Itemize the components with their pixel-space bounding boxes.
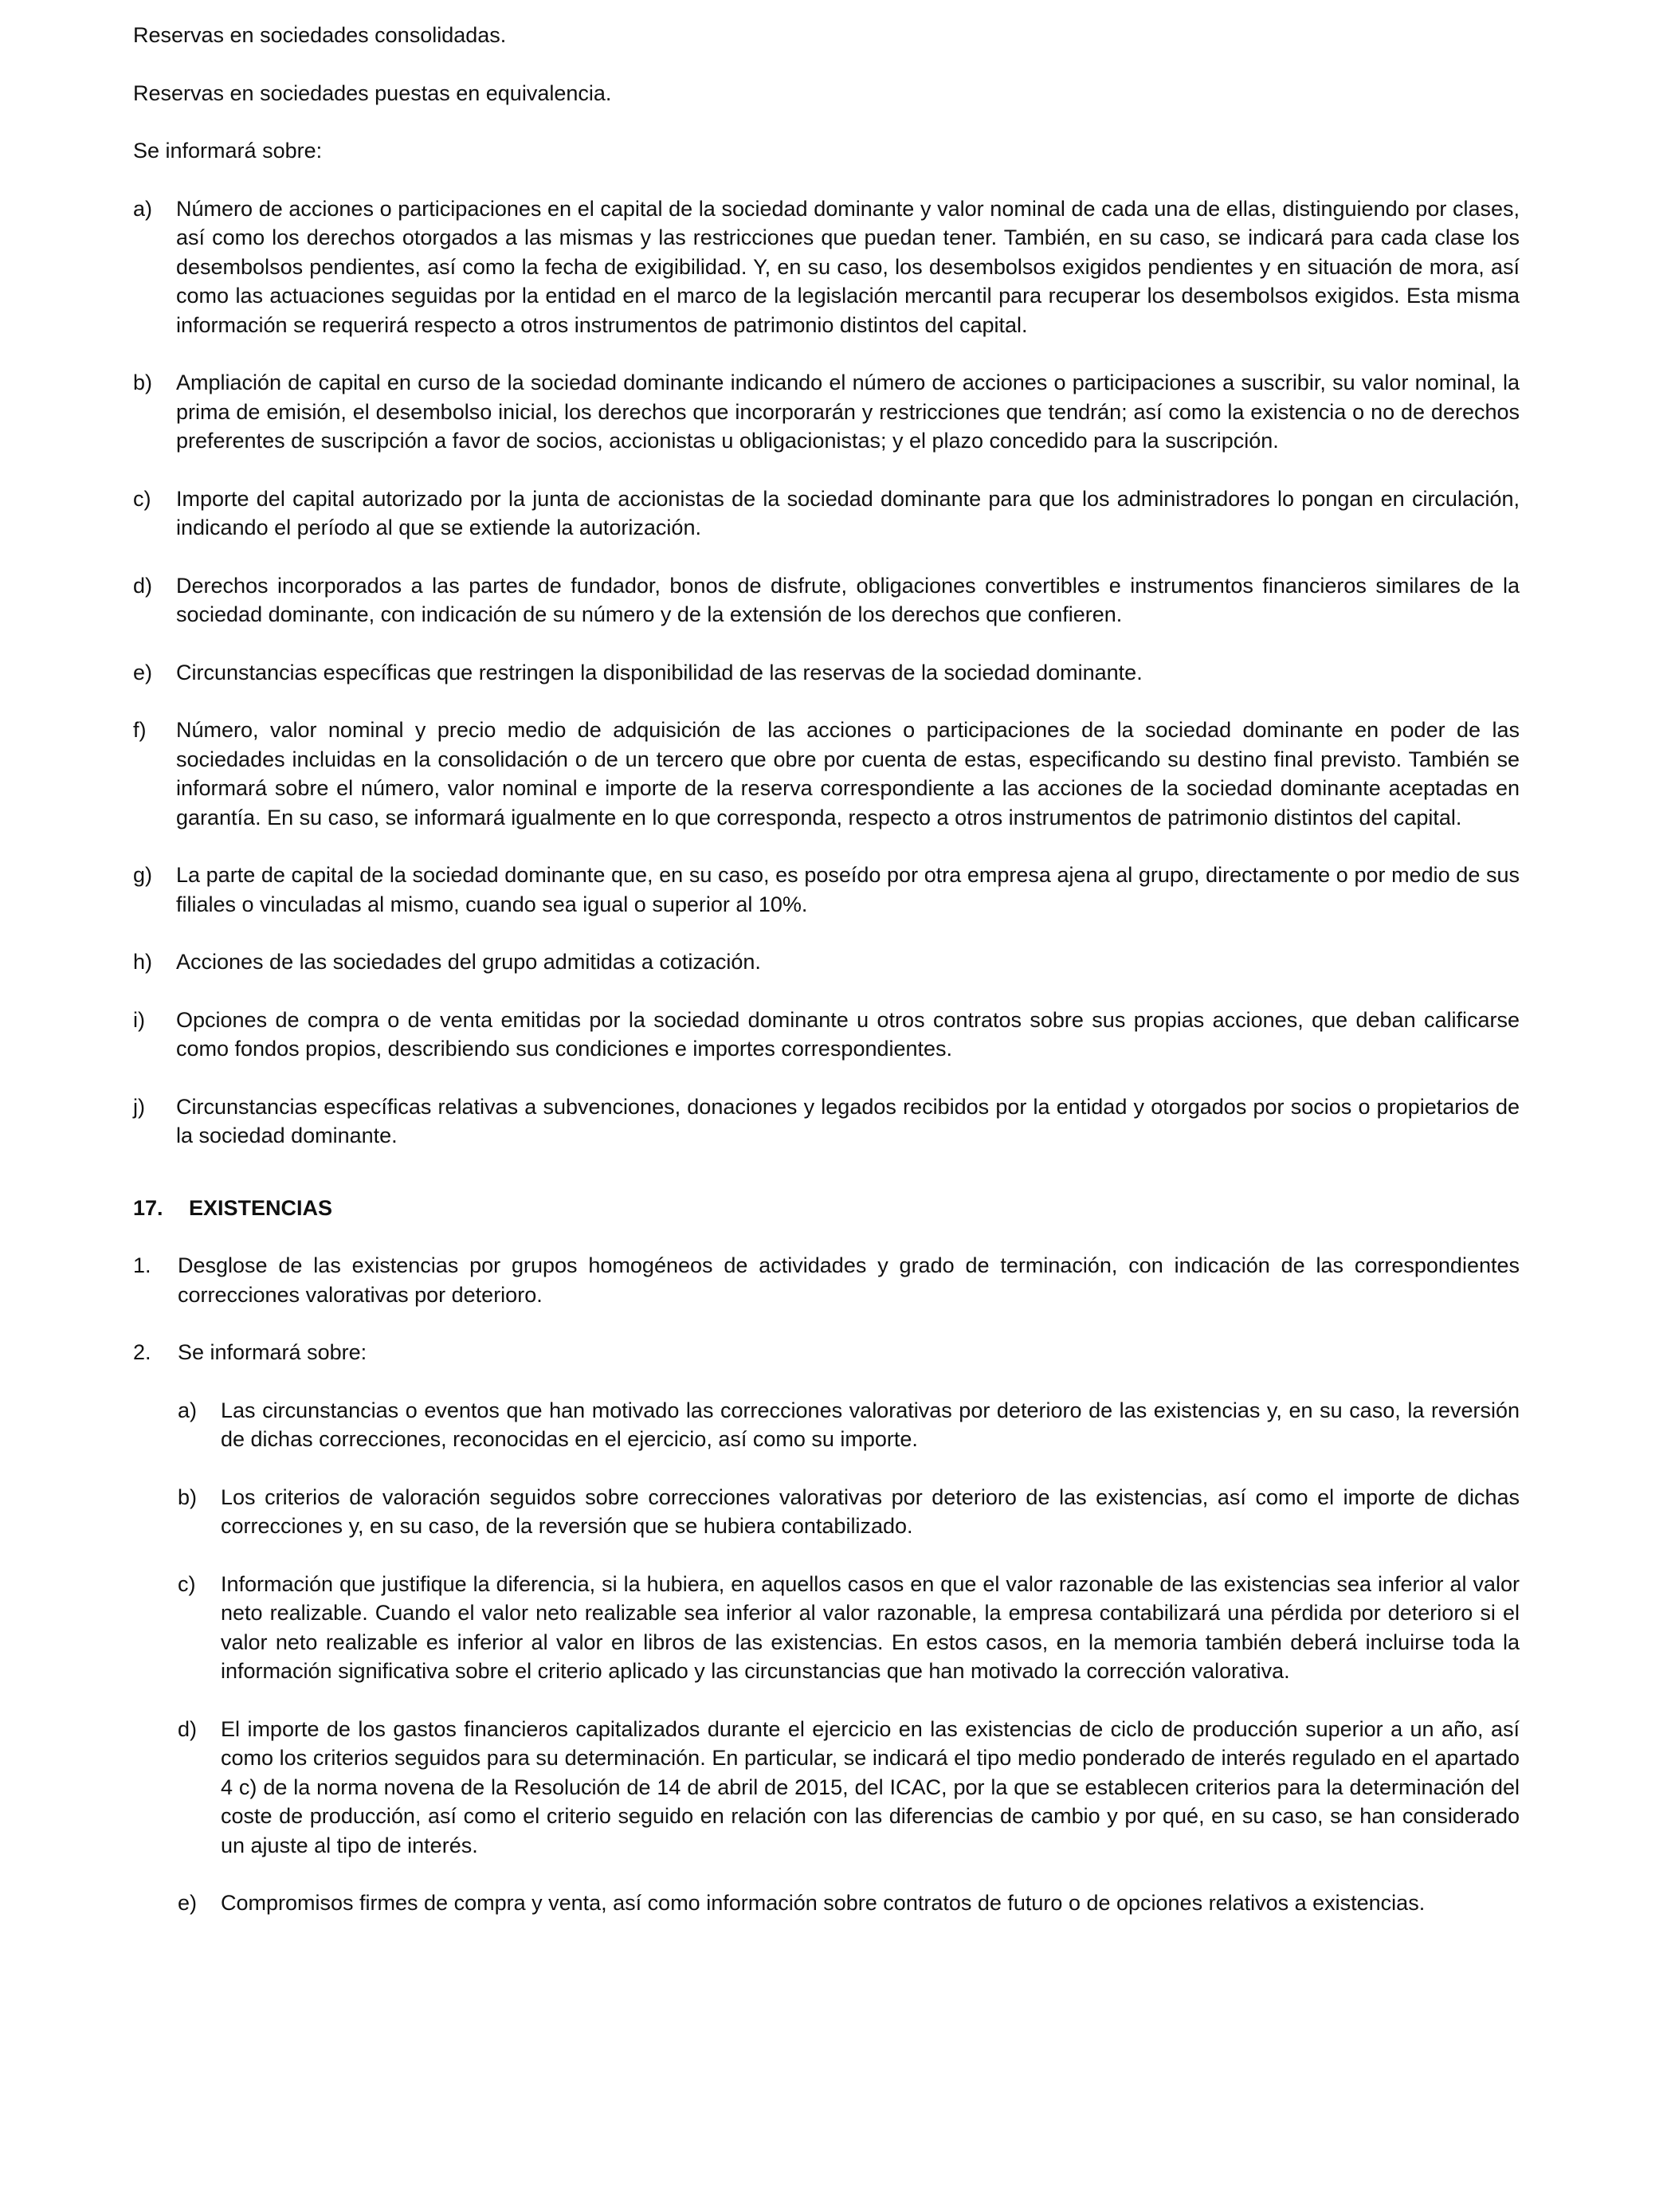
list-item-j (133, 1092, 1520, 1151)
list-item-label: e) (133, 660, 153, 684)
sub-item-text: Las circunstancias o eventos que han motivado las correcciones valorativas por deterioro de las existencias y, en su caso, la reversión de dichas correcciones, reconocidas en el ejercicio, así como su importe. (221, 1398, 1520, 1451)
intro-line-2: Reservas en sociedades puestas en equivalencia. (133, 80, 612, 105)
list-item-i (133, 1006, 1520, 1064)
list-item-label: d) (133, 573, 153, 598)
list-item-label: b) (133, 371, 153, 394)
list-item-text: Número, valor nominal y precio medio de adquisición de las acciones o participaciones de la sociedad dominante en poder de las sociedades incluidas en la consolidación o de un tercero que obre por cuenta de estas, especificando su destino final previsto. También se informará sobre el número, valor nominal e importe de la reserva correspondiente a las acciones de la sociedad dominante aceptadas en garantía. En su caso, se informará igualmente en lo que corresponda, respecto a otros instrumentos de patrimonio distintos del capital. (176, 718, 1520, 830)
section-heading (133, 1194, 1520, 1223)
sub-item-text: El importe de los gastos financieros capitalizados durante el ejercicio en las existencias de ciclo de producción superior a un año, así como los criterios seguidos para su determinación. En particular, se indicará el tipo medio ponderado de interés regulado en el apartado 4 c) de la norma novena de la Resolución de 14 de abril de 2015, del ICAC, por la que se establecen criterios para la determinación del coste de producción, así como el criterio seguido en relación con las diferencias de cambio y por qué, en su caso, se han considerado un ajuste al tipo de interés. (221, 1716, 1520, 1857)
intro-line-3: Se informará sobre: (133, 139, 323, 163)
sub-list (133, 1396, 1520, 1918)
point-text: Desglose de las existencias por grupos homogéneos de actividades y grado de terminación, con indicación de las correspondientes correcciones valorativas por deterioro. (178, 1253, 1520, 1307)
section-title: EXISTENCIAS (189, 1195, 333, 1220)
sub-item-b (178, 1483, 1520, 1541)
list-item-text: Opciones de compra o de venta emitidas por la sociedad dominante u otros contratos sobre sus propias acciones, que deban calificarse como fondos propios, describiendo sus condiciones e importes correspondientes. (176, 1007, 1520, 1061)
list-item-e (133, 658, 1520, 688)
sub-item-label: c) (178, 1571, 196, 1596)
sub-item-e (178, 1888, 1520, 1918)
sub-item-text: Compromisos firmes de compra y venta, así como información sobre contratos de futuro o de opciones relativos a existencias. (221, 1891, 1426, 1915)
list-item-text: Número de acciones o participaciones en el capital de la sociedad dominante y valor nominal de cada una de ellas, distinguiendo por clases, así como los derechos otorgados a las mismas y las restricciones que puedan tener. También, en su caso, se indicará para cada clase los desembolsos pendientes, así como la fecha de exigibilidad. Y, en su caso, los desembolsos exigidos pendientes y en situación de mora, así como las actuaciones seguidas por la entidad en el marco de la legislación mercantil para recuperar los desembolsos exigidos. Esta misma información se requerirá respecto a otros instrumentos de patrimonio distintos del capital. (176, 196, 1520, 337)
point-text: Se informará sobre: (178, 1340, 367, 1364)
list-item-g (133, 861, 1520, 919)
list-item-text: Circunstancias específicas relativas a subvenciones, donaciones y legados recibidos por la entidad y otorgados por socios o propietarios de la sociedad dominante. (176, 1094, 1520, 1147)
sub-item-text: Los criterios de valoración seguidos sobre correcciones valorativas por deterioro de las existencias, así como el importe de dichas correcciones y, en su caso, de la reversión que se hubiera contabilizado. (221, 1484, 1520, 1538)
list-item-label: i) (133, 1007, 145, 1032)
intro-line-1: Reservas en sociedades consolidadas. (133, 23, 507, 47)
point-number: 2. (133, 1340, 151, 1364)
list-item-text: Acciones de las sociedades del grupo admitidas a cotización. (176, 950, 761, 974)
list-item-text: Ampliación de capital en curso de la sociedad dominante indicando el número de acciones o participaciones a suscribir, su valor nominal, la prima de emisión, el desembolso inicial, los derechos que incorporarán y restricciones que tendrán; así como la existencia o no de derechos preferentes de suscripción a favor de socios, accionistas u obligacionistas; y el plazo concedido para la suscripción. (176, 371, 1520, 453)
list-item-label: g) (133, 863, 153, 887)
list-item-f (133, 716, 1520, 832)
list-item-b (133, 368, 1520, 456)
point-number: 1. (133, 1253, 151, 1277)
section-point-1 (133, 1251, 1520, 1309)
sub-item-label: d) (178, 1716, 198, 1741)
section-number: 17. (133, 1195, 163, 1220)
list-item-text: Derechos incorporados a las partes de fundador, bonos de disfrute, obligaciones convertibles e instrumentos financieros similares de la sociedad dominante, con indicación de su número y de la extensión de los derechos que confieren. (176, 573, 1520, 626)
list-item-label: h) (133, 950, 153, 974)
list-item-text: La parte de capital de la sociedad dominante que, en su caso, es poseído por otra empresa ajena al grupo, directamente o por medio de sus filiales o vinculadas al mismo, cuando sea igual o superior al 10%. (176, 863, 1520, 916)
sub-item-label: a) (178, 1398, 198, 1422)
list-item-d (133, 571, 1520, 629)
list-item-label: j) (133, 1094, 145, 1119)
list-item-a (133, 194, 1520, 340)
list-item-text: Circunstancias específicas que restringen la disponibilidad de las reservas de la sociedad dominante. (176, 660, 1143, 684)
list-item-label: a) (133, 196, 153, 221)
list-item-text: Importe del capital autorizado por la junta de accionistas de la sociedad dominante para que los administradores lo pongan en circulación, indicando el período al que se extiende la autorización. (176, 486, 1520, 539)
list-item-c (133, 484, 1520, 543)
sub-item-c (178, 1570, 1520, 1686)
section-point-2 (133, 1338, 1520, 1367)
sub-item-a (178, 1396, 1520, 1454)
sub-item-label: b) (178, 1484, 198, 1509)
sub-item-label: e) (178, 1891, 198, 1915)
list-item-label: c) (133, 486, 151, 511)
document-page (133, 21, 1520, 1947)
list-item-h (133, 947, 1520, 977)
sub-item-text: Información que justifique la diferencia, si la hubiera, en aquellos casos en que el valor razonable de las existencias sea inferior al valor neto realizable. Cuando el valor neto realizable sea inferior al valor razonable, la empresa contabilizará una pérdida por deterioro si el valor neto realizable es inferior al valor en libros de las existencias. En estos casos, en la memoria también deberá incluirse toda la información significativa sobre el criterio aplicado y las circunstancias que han motivado la corrección valorativa. (221, 1571, 1520, 1683)
list-item-label: f) (133, 718, 147, 742)
sub-item-d (178, 1715, 1520, 1861)
